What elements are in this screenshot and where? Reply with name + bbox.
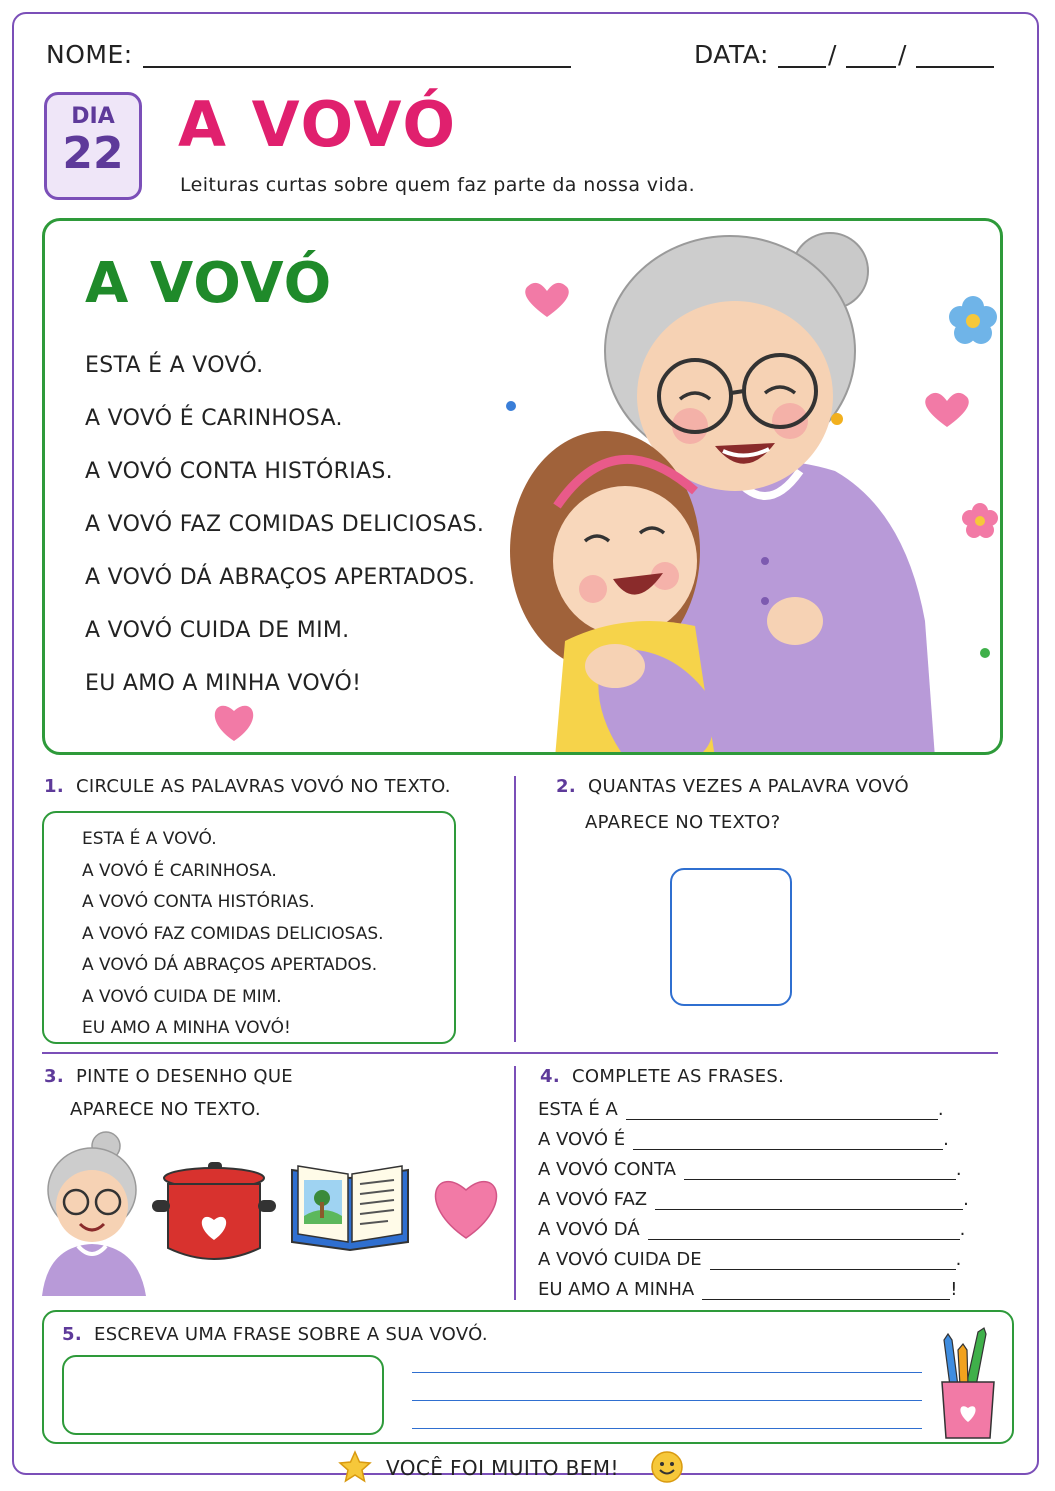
story-title: A VOVÓ: [85, 251, 333, 316]
sentence-end: .: [955, 1249, 962, 1270]
date-day-field[interactable]: [778, 66, 826, 68]
date-separator: /: [828, 40, 837, 69]
star-icon: [338, 1450, 372, 1484]
answer-line[interactable]: [655, 1191, 963, 1210]
story-line: ESTA É A VOVÓ.: [85, 353, 264, 378]
divider: [42, 1052, 998, 1054]
answer-line[interactable]: [626, 1101, 938, 1120]
answer-line[interactable]: [702, 1281, 950, 1300]
footer-message: VOCÊ FOI MUITO BEM!: [386, 1456, 619, 1480]
question-number: 4.: [540, 1066, 560, 1087]
q1-line[interactable]: ESTA É A VOVÓ.: [82, 829, 217, 849]
question-text: APARECE NO TEXTO.: [70, 1099, 261, 1120]
book-icon[interactable]: [288, 1158, 412, 1254]
answer-line[interactable]: [648, 1221, 960, 1240]
question-text: COMPLETE AS FRASES.: [572, 1066, 785, 1087]
answer-line[interactable]: [710, 1251, 956, 1270]
q1-line[interactable]: A VOVÓ FAZ COMIDAS DELICIOSAS.: [82, 923, 384, 944]
divider: [514, 1066, 516, 1300]
answer-box[interactable]: [670, 868, 792, 1006]
answer-line[interactable]: [633, 1131, 943, 1150]
date-label: DATA:: [694, 40, 769, 69]
question-text: PINTE O DESENHO QUE: [76, 1066, 293, 1087]
complete-sentence: [538, 1155, 962, 1185]
story-line: A VOVÓ FAZ COMIDAS DELICIOSAS.: [85, 512, 485, 537]
heart-icon[interactable]: [430, 1174, 502, 1240]
question-2: [556, 776, 909, 797]
story-line: A VOVÓ DÁ ABRAÇOS APERTADOS.: [85, 565, 476, 590]
page-subtitle: Leituras curtas sobre quem faz parte da nossa vida.: [180, 174, 696, 196]
name-label: NOME:: [46, 40, 133, 69]
question-4: [540, 1066, 784, 1087]
q1-line[interactable]: EU AMO A MINHA VOVÓ!: [82, 1018, 291, 1038]
question-1: [44, 776, 451, 797]
question-text: ESCREVA UMA FRASE SOBRE A SUA VOVÓ.: [94, 1324, 488, 1345]
question-3: [44, 1066, 293, 1087]
sentence-prompt: EU AMO A MINHA: [538, 1279, 695, 1300]
question-number: 3.: [44, 1066, 64, 1087]
sentence-end: .: [955, 1159, 962, 1180]
complete-sentence: [538, 1095, 944, 1125]
story-line: A VOVÓ CONTA HISTÓRIAS.: [85, 459, 393, 484]
pencil-cup-icon: [936, 1326, 1000, 1442]
sentence-prompt: A VOVÓ É: [538, 1129, 626, 1150]
question-text: QUANTAS VEZES A PALAVRA VOVÓ: [588, 776, 909, 797]
date-year-field[interactable]: [916, 66, 994, 68]
divider: [514, 776, 516, 1042]
complete-sentence: [538, 1185, 969, 1215]
story-box: [42, 218, 1003, 755]
smiley-icon: [650, 1450, 684, 1484]
sentence-prompt: A VOVÓ CONTA: [538, 1159, 676, 1180]
date-separator: /: [898, 40, 907, 69]
sentence-prompt: A VOVÓ CUIDA DE: [538, 1249, 702, 1270]
drawing-box[interactable]: [62, 1355, 384, 1435]
complete-sentence: [538, 1215, 965, 1245]
grandma-hug-illustration: [465, 221, 1003, 755]
q1-line[interactable]: A VOVÓ DÁ ABRAÇOS APERTADOS.: [82, 955, 378, 975]
question-number: 2.: [556, 776, 576, 797]
pot-icon[interactable]: [152, 1160, 276, 1266]
sentence-end: !: [950, 1279, 958, 1300]
heart-icon: [211, 701, 257, 743]
story-line: EU AMO A MINHA VOVÓ!: [85, 671, 362, 696]
question-number: 1.: [44, 776, 64, 797]
complete-sentence: [538, 1275, 957, 1305]
name-field[interactable]: [143, 66, 571, 68]
writing-line[interactable]: [412, 1400, 922, 1401]
day-label: DIA: [71, 104, 115, 129]
answer-line[interactable]: [684, 1161, 956, 1180]
sentence-end: .: [943, 1129, 949, 1150]
writing-line[interactable]: [412, 1372, 922, 1373]
q1-text: [82, 824, 384, 1045]
q1-line[interactable]: A VOVÓ É CARINHOSA.: [82, 860, 277, 881]
writing-line[interactable]: [412, 1428, 922, 1429]
sentence-end: .: [963, 1189, 969, 1210]
question-text: CIRCULE AS PALAVRAS VOVÓ NO TEXTO.: [76, 776, 451, 797]
story-line: A VOVÓ CUIDA DE MIM.: [85, 618, 350, 643]
question-number: 5.: [62, 1324, 82, 1345]
story-line: A VOVÓ É CARINHOSA.: [85, 406, 343, 431]
grandma-icon[interactable]: [38, 1128, 150, 1296]
q1-line[interactable]: A VOVÓ CUIDA DE MIM.: [82, 986, 282, 1007]
sentence-end: .: [959, 1219, 966, 1240]
date-month-field[interactable]: [846, 66, 896, 68]
q1-line[interactable]: A VOVÓ CONTA HISTÓRIAS.: [82, 892, 315, 912]
sentence-prompt: A VOVÓ DÁ: [538, 1219, 640, 1240]
complete-sentence: [538, 1125, 949, 1155]
question-text: APARECE NO TEXTO?: [585, 812, 781, 833]
sentence-prompt: ESTA É A: [538, 1099, 618, 1120]
page-title: A VOVÓ: [178, 88, 458, 161]
sentence-end: .: [937, 1099, 944, 1120]
day-number: 22: [62, 128, 124, 179]
complete-sentence: [538, 1245, 961, 1275]
question-5: [62, 1324, 488, 1345]
story-text: [85, 339, 484, 710]
sentence-prompt: A VOVÓ FAZ: [538, 1189, 648, 1210]
day-badge: [44, 92, 142, 200]
